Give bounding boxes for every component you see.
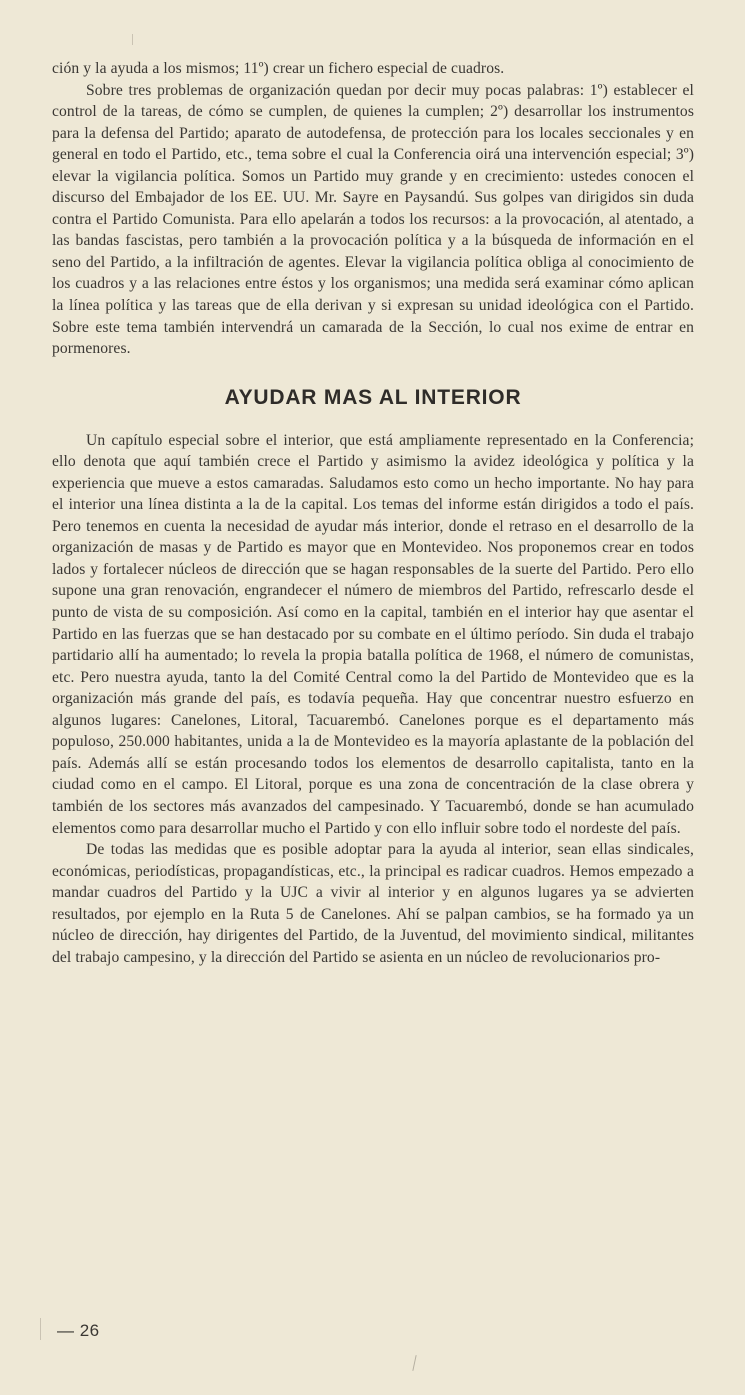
- paragraph-interior-chapter: Un capítulo especial sobre el interior, que está ampliamente representado en la Conferencia; ello denota que aquí también crece el Partido y asimismo la avidez ideológica y política y la experiencia que mueve a estos camaradas. Saludamos esto como un hecho importante. No hay para el interior una línea distinta a la de la capital. Los temas del informe están dirigidos a todo el país. Pero tenemos en cuenta la necesidad de ayudar más interior, donde el retraso en el desarrollo de la organización de masas y de Partido es mayor que en Montevideo. Nos proponemos crear en todos lados y fortalecer núcleos de dirección que se hagan responsables de la suerte del Partido. Pero ello supone una gran renovación, engrandecer el número de miembros del Partido, refrescarlo desde el punto de vista de su composición. Así como en la capital, también en el interior hay que asentar el Partido en las fuerzas que se han destacado por su combate en el último período. Sin duda el trabajo partidario allí ha aumentado; lo revela la propia batalla política de 1968, el número de comunistas, etc. Pero nuestra ayuda, tanto la del Comité Central como la del Partido de Montevideo que es la organización más grande del país, es todavía pequeña. Hay que concentrar nuestro esfuerzo en algunos lugares: Canelones, Litoral, Tacuarembó. Canelones porque es el departamento más populoso, 250.000 habitantes, unida a la de Montevideo es la mayoría aplastante de la población del país. Además allí se están procesando todos los elementos de desarrollo capitalista, tanto en la ciudad como en el campo. El Litoral, porque es una zona de concentración de la clase obrera y también de los sectores más avanzados del campesinado. Y Tacuarembó, donde se han acumulado elementos como para desarrollar mucho el Partido y con ello influir sobre todo el nordeste del país.: [52, 431, 694, 837]
- paragraph-continuation: ción y la ayuda a los mismos; 11º) crear un fichero especial de cuadros.: [52, 60, 505, 77]
- section-heading: AYUDAR MAS AL INTERIOR: [224, 385, 522, 409]
- paper-speck: [132, 34, 133, 45]
- paper-speck: [412, 1355, 416, 1371]
- paper-speck: [40, 1318, 41, 1340]
- paragraph-interior-measures: De todas las medidas que es posible adoptar para la ayuda al interior, sean ellas sindicales, económicas, periodísticas, propagandísticas, etc., la principal es radicar cuadros. Hemos empezado a mandar cuadros del Partido y la UJC a vivir al interior y en algunos lugares ya se advierten resultados, por ejemplo en la Ruta 5 de Canelones. Ahí se palpan cambios, se ha formado ya un núcleo de dirección, hay dirigentes del Partido, de la Juventud, del movimiento sindical, militantes del trabajo campesino, y la dirección del Partido se asienta en un núcleo de revolucionarios pro-: [52, 841, 694, 966]
- document-page: [52, 58, 694, 968]
- page-number: — 26: [57, 1321, 100, 1340]
- paragraph-organization-problems: Sobre tres problemas de organización quedan por decir muy pocas palabras: 1º) establecer el control de la tareas, de cómo se cumplen, de quienes la cumplen; 2º) desarrollar los instrumentos para la defensa del Partido; aparato de autodefensa, de protección para los locales seccionales y en general en todo el Partido, etc., tema sobre el cual la Conferencia oirá una intervención especial; 3º) elevar la vigilancia política. Somos un Partido muy grande y en crecimiento: ustedes conocen el discurso del Embajador de los EE. UU. Mr. Sayre en Paysandú. Sus golpes van dirigidos sin duda contra el Partido Comunista. Para ello apelarán a todos los recursos: a la provocación, al atentado, a las bandas fascistas, pero también a la provocación política y a la búsqueda de información en el seno del Partido, a la infiltración de agentes. Elevar la vigilancia política obliga al conocimiento de los cuadros y a las relaciones entre éstos y los organismos; una medida será examinar cómo aplican la línea política y las tareas que de ella derivan y si expresan su unidad ideológica con el Partido. Sobre este tema también intervendrá un camarada de la Sección, lo cual nos exime de entrar en pormenores.: [52, 81, 694, 358]
